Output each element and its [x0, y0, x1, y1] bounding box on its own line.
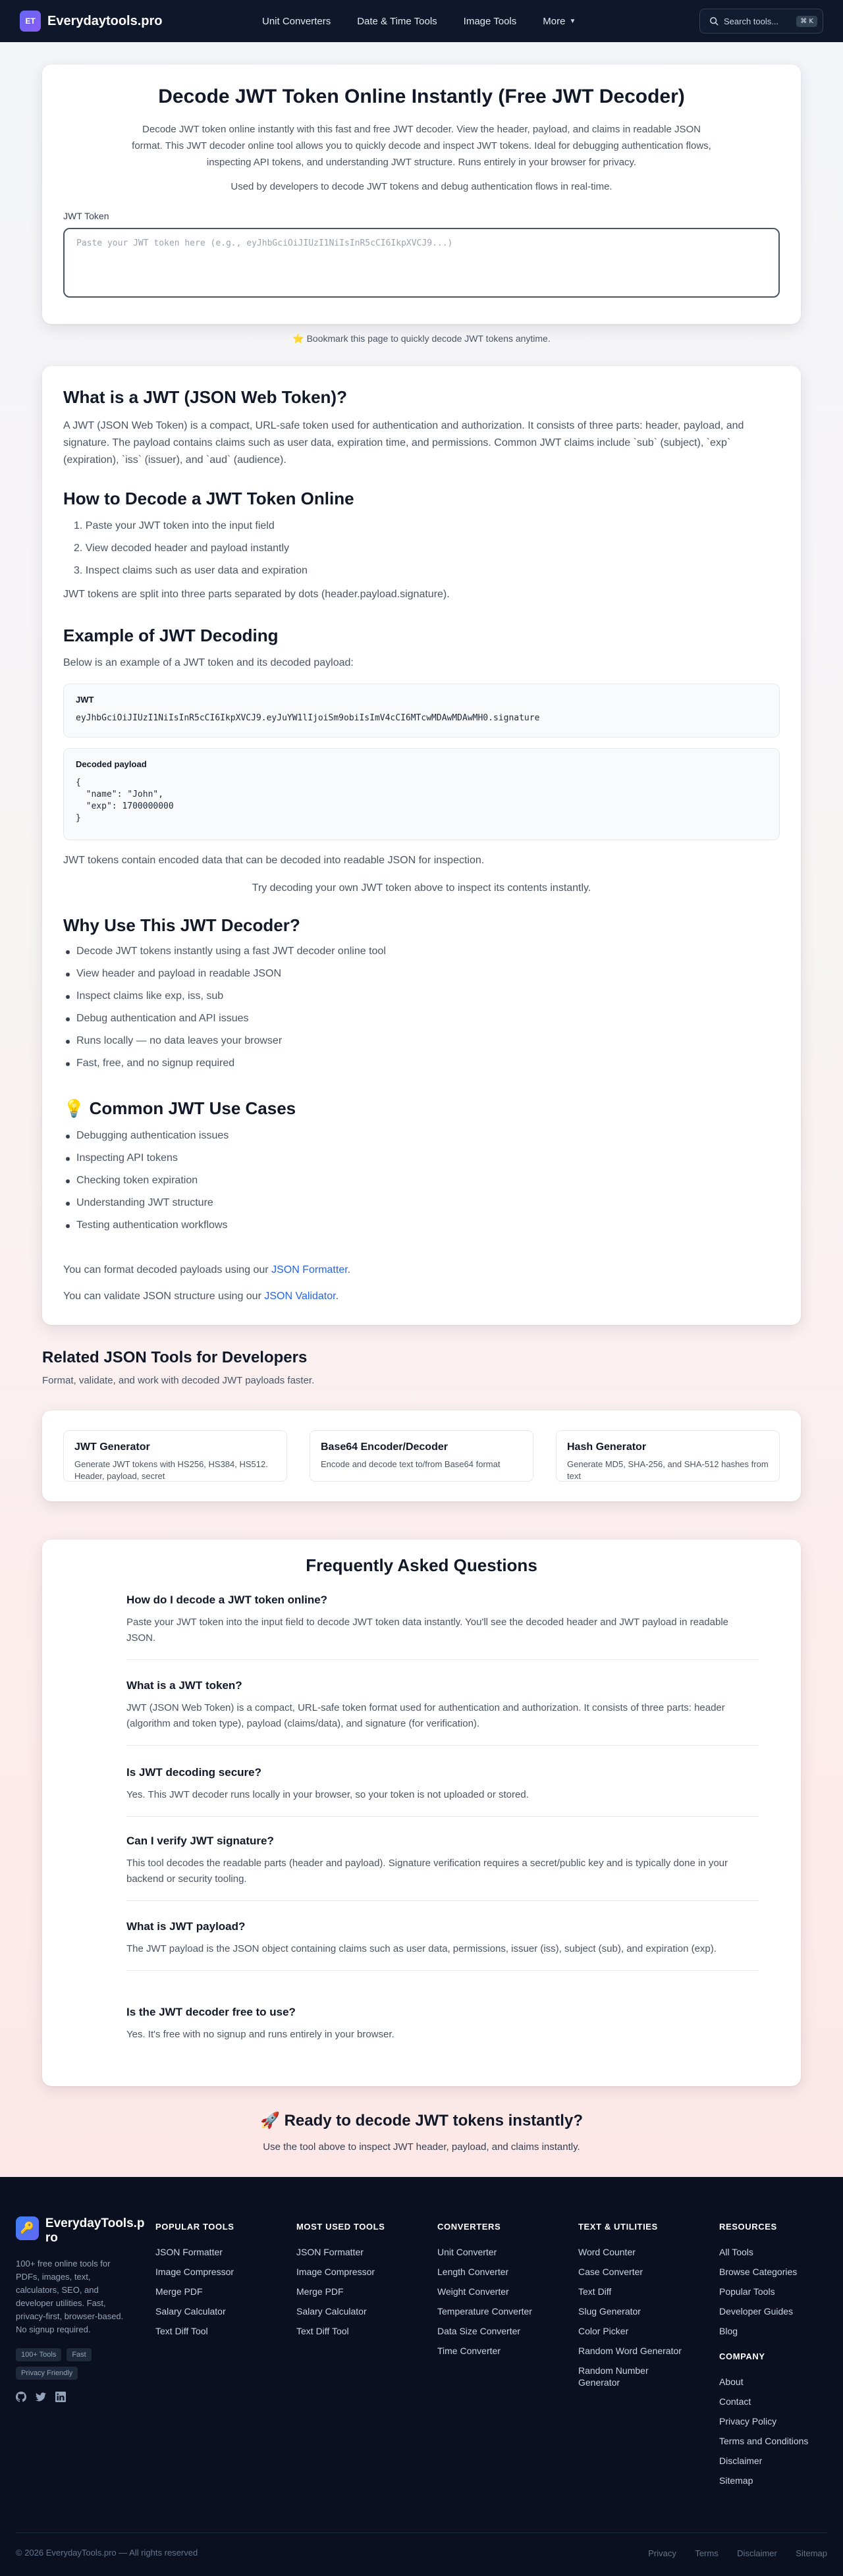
footer-chip: Privacy Friendly [16, 2367, 78, 2380]
footer-link[interactable]: Browse Categories [719, 2267, 798, 2277]
footer-link[interactable]: Terms and Conditions [719, 2436, 809, 2446]
example-cta: Try decoding your own JWT token above to inspect its contents instantly. [252, 882, 591, 894]
hero-used-by: Used by developers to decode JWT tokens and debug authentication flows in real-time. [231, 181, 612, 192]
jwt-example-label: JWT [76, 695, 94, 705]
footer-col-title: MOST USED TOOLS [296, 2222, 385, 2232]
social-links [16, 2392, 148, 2405]
why-item: View header and payload in readable JSON [63, 965, 780, 982]
why-item: Decode JWT tokens instantly using a fast JWT decoder online tool [63, 943, 780, 960]
hero-card [42, 65, 801, 324]
footer-col-title: CONVERTERS [437, 2222, 501, 2232]
github-icon[interactable] [16, 2392, 26, 2405]
footer-bottom [16, 2533, 827, 2560]
how-steps [74, 518, 790, 585]
footer-link[interactable]: Contact [719, 2396, 751, 2407]
token-label: JWT Token [63, 211, 109, 221]
footer-link[interactable]: Image Compressor [296, 2267, 375, 2277]
faq-card [42, 1540, 801, 2086]
footer-logo-text[interactable]: EverydayTools.pro [45, 2216, 145, 2245]
uses-heading: 💡 Common JWT Use Cases [63, 1098, 296, 1118]
related-tools-card [42, 1410, 801, 1501]
validate-period: . [335, 1291, 339, 1302]
footer-link[interactable]: Unit Converter [437, 2247, 497, 2257]
footer-chip: 100+ Tools [16, 2348, 61, 2361]
what-heading: What is a JWT (JSON Web Token)? [63, 387, 347, 407]
how-step: 2. View decoded header and payload instantly [74, 543, 290, 554]
footer-link[interactable]: Case Converter [578, 2267, 643, 2277]
faq-question: How do I decode a JWT token online? [126, 1594, 328, 1606]
format-note [63, 1262, 780, 1279]
nav-links [262, 0, 602, 42]
nav-more-menu[interactable] [543, 16, 576, 27]
footer-link[interactable]: Random Number Generator [578, 2365, 649, 2388]
footer-link[interactable]: Color Picker [578, 2326, 629, 2336]
faq-question: Can I verify JWT signature? [126, 1835, 274, 1847]
linkedin-icon[interactable] [55, 2392, 66, 2405]
faq-item [126, 1766, 759, 1817]
search-button[interactable] [699, 9, 823, 34]
faq-item [126, 1594, 759, 1660]
why-list [63, 943, 780, 1077]
footer-link[interactable]: Privacy Policy [719, 2416, 777, 2427]
use-item: Checking token expiration [63, 1172, 780, 1189]
footer-link[interactable]: Text Diff Tool [296, 2326, 349, 2336]
top-nav [0, 0, 843, 42]
nav-more-label: More [543, 15, 566, 27]
how-heading: How to Decode a JWT Token Online [63, 489, 354, 508]
site-logo[interactable] [20, 11, 163, 32]
logo-text: Everydaytools.pro [47, 13, 163, 28]
footer-link[interactable]: Length Converter [437, 2267, 509, 2277]
use-item: Inspecting API tokens [63, 1150, 780, 1167]
jwt-token-input[interactable] [63, 228, 780, 298]
footer-link[interactable]: Blog [719, 2326, 738, 2336]
tool-card-hash-generator[interactable] [556, 1430, 780, 1482]
footer-link[interactable]: Disclaimer [719, 2455, 763, 2466]
footer-link[interactable]: Temperature Converter [437, 2306, 532, 2317]
search-label: Search tools... [724, 16, 779, 26]
faq-answer: Paste your JWT token into the input field to decode JWT token data instantly. You'll see the decoded header and JWT payload in readable JSON. [126, 1617, 728, 1644]
what-body: A JWT (JSON Web Token) is a compact, URL-safe token used for authentication and authorization. It consists of three parts: header, payload, and signature. The payload contains claims such as user data, expiration time, and permissions. Common JWT claims include `sub` (subject), `exp` (expiration), `iss` (issuer), and `aud` (audience). [63, 420, 744, 466]
footer-description: 100+ free online tools for PDFs, images, text, calculators, SEO, and developer utilities. Fast, privacy-first, browser-based. No signup required. [16, 2259, 124, 2334]
footer-link[interactable]: JSON Formatter [155, 2247, 223, 2257]
footer-col-text-utilities [578, 2222, 684, 2396]
footer-link[interactable]: Random Word Generator [578, 2346, 682, 2356]
footer-col-popular [155, 2222, 287, 2345]
footer-link[interactable]: All Tools [719, 2247, 753, 2257]
site-footer [0, 2177, 843, 2576]
footer-brand [16, 2216, 148, 2405]
use-item: Debugging authentication issues [63, 1127, 780, 1144]
faq-item [126, 1920, 759, 1971]
footer-link[interactable]: Slug Generator [578, 2306, 641, 2317]
footer-link[interactable]: Text Diff [578, 2286, 612, 2297]
tool-desc: Encode and decode text to/from Base64 format [321, 1459, 501, 1469]
footer-link[interactable]: Weight Converter [437, 2286, 509, 2297]
format-prefix: You can format decoded payloads using our [63, 1264, 272, 1275]
uses-list [63, 1127, 780, 1239]
faq-item [126, 2006, 759, 2056]
related-subtitle: Format, validate, and work with decoded JWT payloads faster. [42, 1375, 315, 1386]
tool-title: Hash Generator [567, 1441, 647, 1453]
key-icon: 🔑 [16, 2216, 39, 2240]
nav-unit-converters[interactable]: Unit Converters [262, 15, 331, 27]
tool-card-base64[interactable] [310, 1430, 533, 1482]
how-note: JWT tokens are split into three parts separated by dots (header.payload.signature). [63, 589, 450, 600]
faq-question: Is the JWT decoder free to use? [126, 2006, 296, 2018]
footer-bottom-link[interactable]: Terms [695, 2548, 719, 2558]
format-period: . [347, 1264, 351, 1275]
faq-question: What is a JWT token? [126, 1679, 242, 1692]
faq-item [126, 1679, 759, 1746]
validate-prefix: You can validate JSON structure using our [63, 1291, 265, 1302]
use-item: Testing authentication workflows [63, 1217, 780, 1234]
content-card [42, 366, 801, 1325]
tool-desc: Generate JWT tokens with HS256, HS384, HS512. Header, payload, secret [74, 1459, 268, 1481]
footer-link[interactable]: Time Converter [437, 2346, 501, 2356]
faq-answer: Yes. It's free with no signup and runs entirely in your browser. [126, 2029, 394, 2040]
footer-bottom-link[interactable]: Sitemap [796, 2548, 827, 2558]
jwt-example-box [63, 684, 780, 738]
cta-heading: 🚀 Ready to decode JWT tokens instantly? [260, 2112, 583, 2130]
footer-link[interactable]: Merge PDF [296, 2286, 344, 2297]
bookmark-note: ⭐ Bookmark this page to quickly decode JWT tokens anytime. [292, 333, 551, 344]
footer-link[interactable]: Word Counter [578, 2247, 636, 2257]
why-item: Runs locally — no data leaves your browser [63, 1033, 780, 1050]
page-title: Decode JWT Token Online Instantly (Free JWT Decoder) [158, 86, 685, 107]
footer-link[interactable]: Merge PDF [155, 2286, 203, 2297]
cta-subtitle: Use the tool above to inspect JWT header, payload, and claims instantly. [263, 2141, 580, 2153]
jwt-example-value: eyJhbGciOiJIUzI1NiIsInR5cCI6IkpXVCJ9.eyJuYW1lIjoiSm9obiIsImV4cCI6MTcwMDAwMDAwMH0.signature [76, 713, 540, 723]
payload-example-value: { "name": "John", "exp": 1700000000 } [76, 778, 174, 823]
why-item: Fast, free, and no signup required [63, 1055, 780, 1072]
faq-item [126, 1835, 759, 1901]
footer-link[interactable]: JSON Formatter [296, 2247, 364, 2257]
how-step: 1. Paste your JWT token into the input field [74, 520, 275, 531]
hero-intro: Decode JWT token online instantly with this fast and free JWT decoder. View the header, payload, and claims in readable JSON format. This JWT decoder online tool allows you to quickly decode and inspect JWT tokens. Ideal for debugging authentication flows, inspecting API tokens, and understanding JWT structure. Runs entirely in your browser for privacy. [132, 124, 711, 168]
example-heading: Example of JWT Decoding [63, 626, 279, 645]
footer-link[interactable]: Sitemap [719, 2475, 753, 2486]
validate-note [63, 1288, 780, 1305]
chevron-down-icon: ▼ [569, 17, 576, 25]
use-item: Understanding JWT structure [63, 1194, 780, 1212]
faq-question: What is JWT payload? [126, 1920, 246, 1933]
why-item: Debug authentication and API issues [63, 1010, 780, 1027]
footer-bottom-link[interactable]: Disclaimer [737, 2548, 777, 2558]
tool-title: JWT Generator [74, 1441, 150, 1453]
footer-chips [16, 2348, 128, 2380]
footer-col-converters [437, 2222, 569, 2365]
twitter-icon[interactable] [36, 2392, 46, 2405]
nav-image-tools[interactable]: Image Tools [463, 15, 517, 27]
footer-bottom-links [632, 2548, 827, 2560]
why-item: Inspect claims like exp, iss, sub [63, 988, 780, 1005]
footer-link[interactable]: About [719, 2376, 744, 2387]
copyright: © 2026 EverydayTools.pro — All rights reserved [16, 2548, 198, 2558]
payload-example-label: Decoded payload [76, 759, 147, 769]
footer-link[interactable]: Text Diff Tool [155, 2326, 208, 2336]
example-intro: Below is an example of a JWT token and its decoded payload: [63, 657, 354, 668]
footer-link[interactable]: Developer Guides [719, 2306, 794, 2317]
faq-answer: Yes. This JWT decoder runs locally in your browser, so your token is not uploaded or stored. [126, 1789, 529, 1800]
footer-link[interactable]: Salary Calculator [155, 2306, 226, 2317]
footer-link[interactable]: Salary Calculator [296, 2306, 367, 2317]
related-heading: Related JSON Tools for Developers [42, 1349, 308, 1366]
footer-bottom-link[interactable]: Privacy [648, 2548, 676, 2558]
footer-col-title: COMPANY [719, 2351, 765, 2361]
search-shortcut: ⌘ K [796, 16, 817, 27]
example-note: JWT tokens contain encoded data that can be decoded into readable JSON for inspection. [63, 855, 485, 866]
faq-question: Is JWT decoding secure? [126, 1766, 261, 1779]
footer-link[interactable]: Popular Tools [719, 2286, 775, 2297]
tool-card-jwt-generator[interactable] [63, 1430, 287, 1482]
footer-col-title: RESOURCES [719, 2222, 777, 2232]
tool-desc: Generate MD5, SHA-256, and SHA-512 hashes from text [567, 1459, 769, 1481]
tool-title: Base64 Encoder/Decoder [321, 1441, 448, 1453]
logo-badge: ET [20, 11, 41, 32]
nav-date-time-tools[interactable]: Date & Time Tools [357, 15, 437, 27]
footer-col-title: TEXT & UTILITIES [578, 2222, 658, 2232]
payload-example-box [63, 748, 780, 840]
footer-col-most-used [296, 2222, 428, 2345]
faq-heading: Frequently Asked Questions [306, 1555, 537, 1575]
search-icon [709, 16, 719, 26]
footer-col-resources [719, 2222, 831, 2494]
footer-col-title: POPULAR TOOLS [155, 2222, 234, 2232]
footer-link[interactable]: Image Compressor [155, 2267, 234, 2277]
faq-answer: JWT (JSON Web Token) is a compact, URL-safe token format used for authentication and authorization. It consists of three parts: header (algorithm and token type), payload (claims/data), and signature (for verification). [126, 1702, 725, 1729]
json-validator-link[interactable]: JSON Validator [264, 1291, 336, 1302]
why-heading: Why Use This JWT Decoder? [63, 915, 300, 935]
footer-chip: Fast [67, 2348, 91, 2361]
how-step: 3. Inspect claims such as user data and expiration [74, 565, 308, 576]
faq-answer: This tool decodes the readable parts (header and payload). Signature verification requires a secret/public key and is typically done in your backend or security tooling. [126, 1858, 728, 1885]
faq-answer: The JWT payload is the JSON object containing claims such as user data, permissions, issuer (iss), subject (sub), and expiration (exp). [126, 1943, 717, 1954]
json-formatter-link[interactable]: JSON Formatter [271, 1264, 348, 1275]
footer-link[interactable]: Data Size Converter [437, 2326, 521, 2336]
